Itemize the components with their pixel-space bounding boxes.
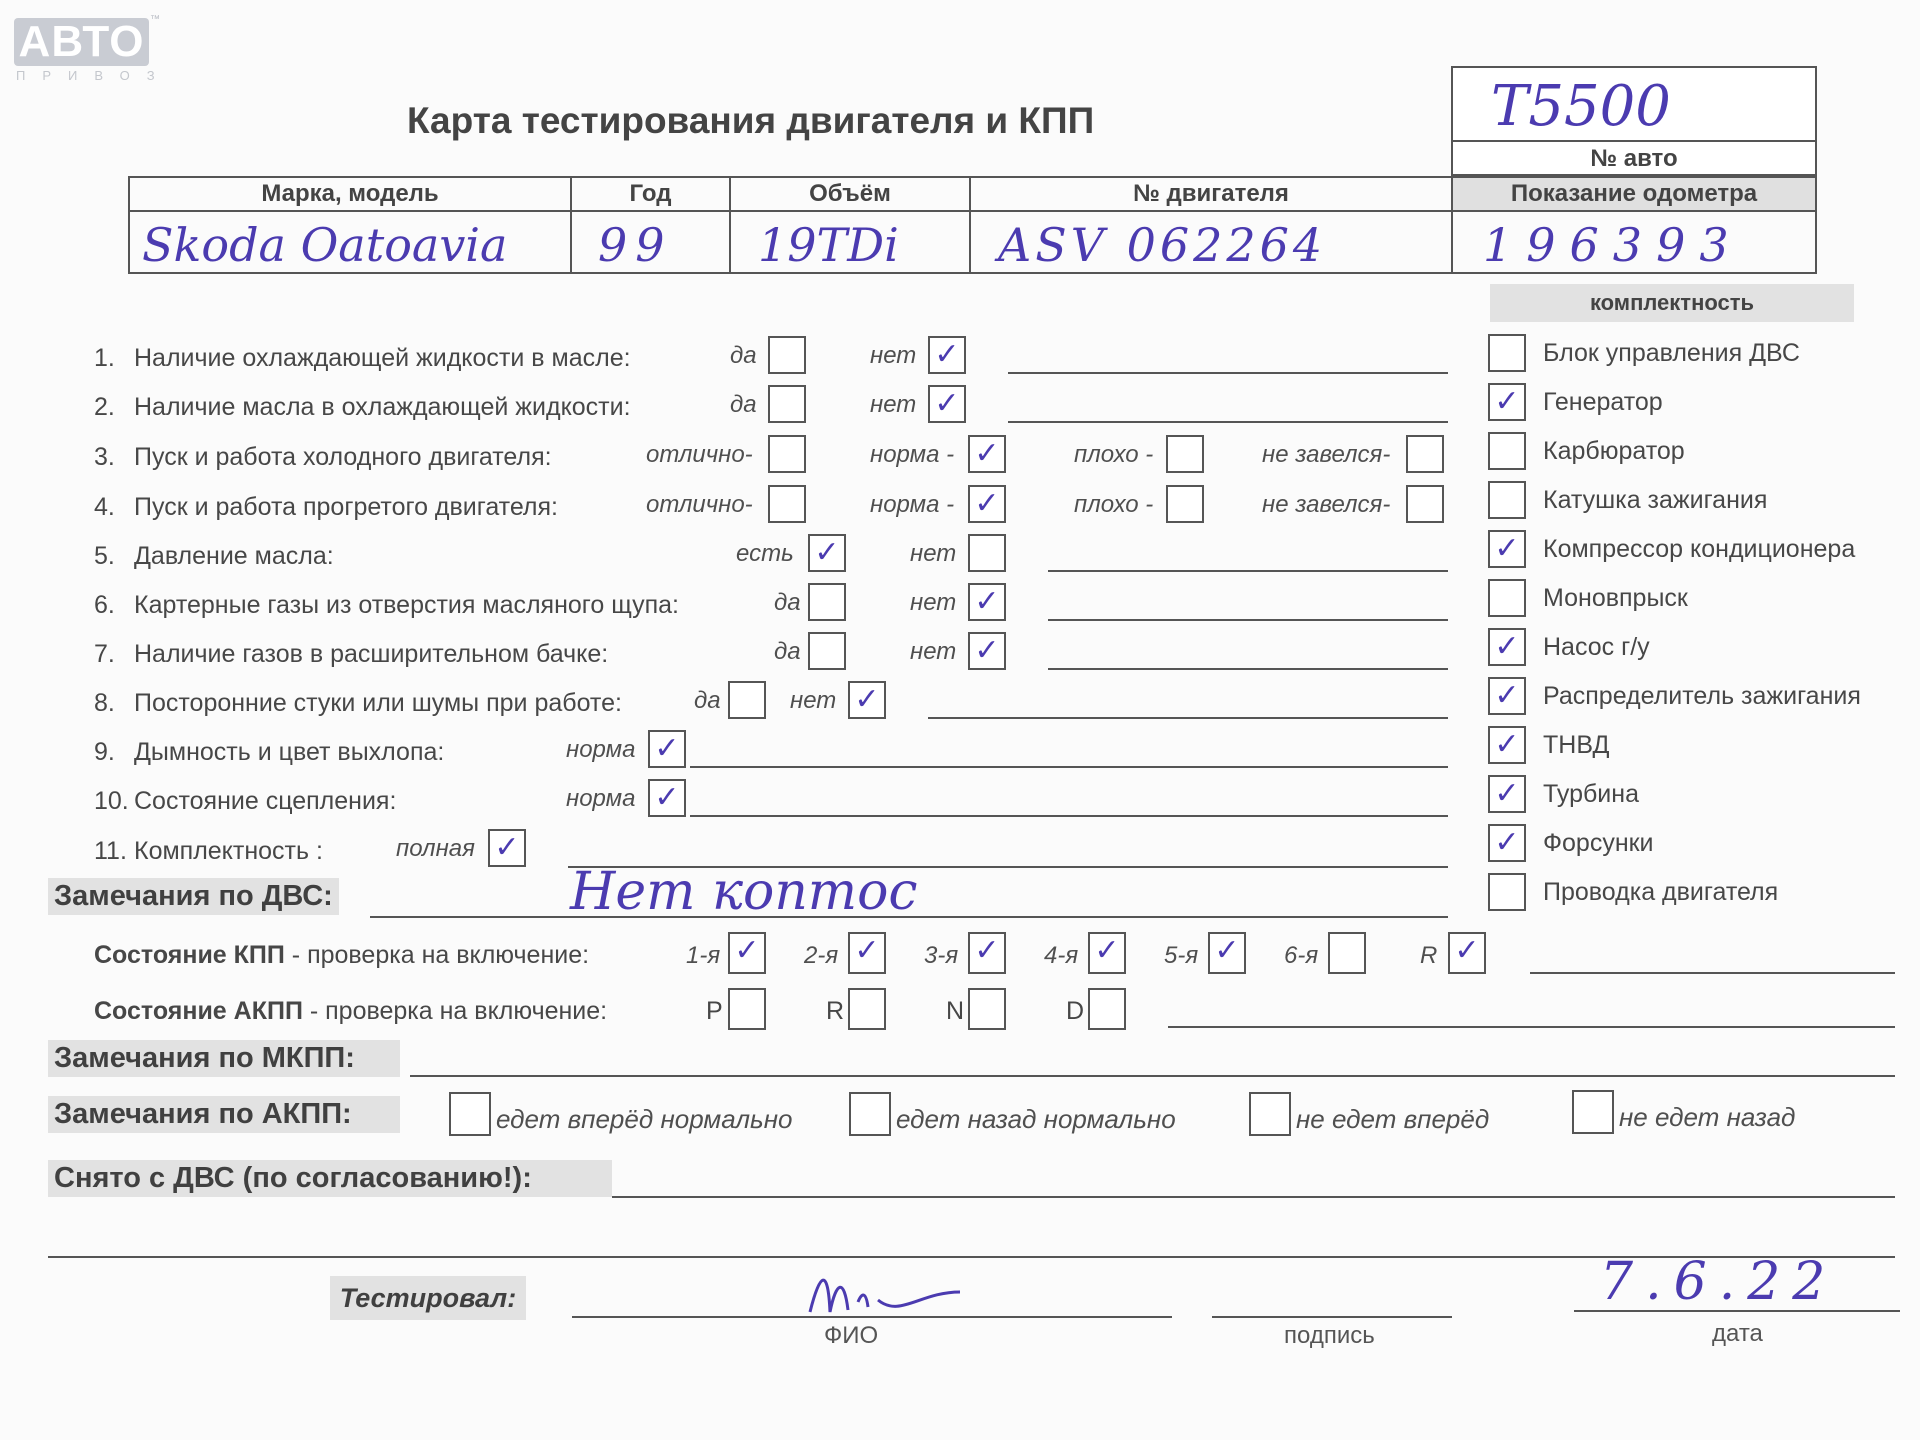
option-label: полная — [396, 835, 475, 862]
header-model: Марка, модель — [261, 180, 439, 207]
car-number-value: T5500 — [1491, 74, 1671, 139]
option-label: да — [730, 391, 757, 418]
value-model: Skoda Oatoavia — [142, 218, 508, 272]
completeness-checkbox[interactable]: ✓ — [1488, 530, 1526, 568]
notes-line — [690, 766, 1448, 768]
gear-checkbox[interactable]: ✓ — [848, 932, 886, 974]
notes-line — [1048, 570, 1448, 572]
answer-checkbox[interactable] — [768, 385, 806, 423]
gear-label: 5-я — [1164, 942, 1199, 969]
akpp-remark-label: не едет назад — [1619, 1102, 1796, 1132]
question-number: 6. — [94, 591, 115, 619]
option-label: норма — [566, 736, 636, 763]
completeness-label: Насос г/у — [1543, 633, 1650, 661]
question-text: Наличие газов в расширительном бачке: — [134, 640, 609, 668]
completeness-label: Компрессор кондиционера — [1543, 535, 1856, 563]
notes-line — [1008, 421, 1448, 423]
date-value: 7.6.22 — [1600, 1252, 1838, 1312]
akpp-gear-label: P — [706, 997, 723, 1025]
gear-label: R — [1420, 942, 1438, 969]
kpp-label-bold: Состояние КПП — [94, 941, 285, 969]
option-label: нет — [870, 391, 917, 418]
gear-checkbox[interactable]: ✓ — [968, 932, 1006, 974]
removed-label: Снято с ДВС (по согласованию!): — [48, 1160, 612, 1197]
question-text: Посторонние стуки или шумы при работе: — [134, 689, 622, 717]
signature-label: подпись — [1284, 1322, 1375, 1349]
akpp-label-bold: Состояние АКПП — [94, 997, 303, 1025]
completeness-checkbox[interactable]: ✓ — [1488, 726, 1526, 764]
kpp-label-rest: - проверка на включение: — [284, 941, 590, 969]
tester-signature — [800, 1262, 970, 1324]
completeness-checkbox[interactable] — [1488, 334, 1526, 372]
question-number: 7. — [94, 640, 115, 668]
question-text: Пуск и работа прогретого двигателя: — [134, 493, 558, 521]
completeness-label: Форсунки — [1543, 829, 1654, 857]
car-number-label: № авто — [1590, 145, 1678, 172]
value-year: 99 — [598, 218, 673, 272]
option-label: отлично- — [646, 491, 753, 518]
completeness-label: Блок управления ДВС — [1543, 339, 1800, 367]
akpp-remark-label: едет вперёд нормально — [496, 1104, 793, 1134]
gear-checkbox[interactable] — [1328, 932, 1366, 974]
completeness-checkbox[interactable]: ✓ — [1488, 677, 1526, 715]
header-odometer: Показание одометра — [1510, 180, 1758, 207]
completeness-checkbox[interactable]: ✓ — [1488, 383, 1526, 421]
completeness-label: Карбюратор — [1543, 437, 1685, 465]
question-number: 4. — [94, 493, 115, 521]
answer-checkbox[interactable]: ✓ — [648, 779, 686, 817]
completeness-label: Моновпрыск — [1543, 584, 1688, 612]
answer-checkbox[interactable]: ✓ — [648, 730, 686, 768]
completeness-checkbox[interactable]: ✓ — [1488, 824, 1526, 862]
completeness-checkbox[interactable] — [1488, 481, 1526, 519]
remarks-mkpp-label: Замечания по МКПП: — [48, 1040, 400, 1077]
option-label: да — [694, 687, 721, 714]
gear-checkbox[interactable]: ✓ — [1208, 932, 1246, 974]
akpp-gear-checkbox[interactable] — [848, 988, 886, 1030]
option-label: есть — [736, 540, 794, 567]
question-text: Дымность и цвет выхлопа: — [134, 738, 445, 766]
gear-label: 1-я — [686, 942, 721, 969]
page-title: Карта тестирования двигателя и КПП — [407, 100, 1095, 141]
answer-checkbox[interactable] — [1406, 485, 1444, 523]
value-volume: 19TDi — [758, 218, 899, 272]
option-label: плохо - — [1074, 491, 1154, 518]
answer-checkbox[interactable] — [768, 336, 806, 374]
akpp-notes-line — [1168, 1026, 1895, 1028]
question-number: 2. — [94, 393, 115, 421]
notes-line — [1048, 668, 1448, 670]
answer-checkbox[interactable]: ✓ — [968, 485, 1006, 523]
answer-checkbox[interactable] — [768, 435, 806, 473]
notes-line — [1008, 372, 1448, 374]
question-number: 11. — [94, 837, 127, 865]
akpp-remark-checkbox[interactable] — [849, 1092, 891, 1136]
answer-checkbox[interactable] — [1406, 435, 1444, 473]
question-number: 10. — [94, 787, 129, 815]
option-label: отлично- — [646, 441, 753, 468]
completeness-checkbox[interactable]: ✓ — [1488, 775, 1526, 813]
header-year: Год — [629, 180, 672, 207]
date-label: дата — [1712, 1320, 1763, 1347]
option-label: нет — [870, 342, 917, 369]
akpp-gear-checkbox[interactable] — [728, 988, 766, 1030]
option-label: норма - — [870, 491, 955, 518]
question-text: Картерные газы из отверстия масляного щупа: — [134, 591, 679, 619]
answer-checkbox[interactable]: ✓ — [968, 632, 1006, 670]
answer-checkbox[interactable]: ✓ — [808, 534, 846, 572]
akpp-remark-checkbox[interactable] — [449, 1092, 491, 1136]
option-label: нет — [790, 687, 837, 714]
completeness-label: ТНВД — [1543, 731, 1610, 759]
option-label: нет — [910, 540, 957, 567]
question-text: Пуск и работа холодного двигателя: — [134, 443, 552, 471]
answer-checkbox[interactable] — [1166, 435, 1204, 473]
answer-checkbox[interactable]: ✓ — [968, 583, 1006, 621]
question-text: Комплектность : — [134, 837, 323, 865]
answer-checkbox[interactable] — [728, 681, 766, 719]
akpp-remark-checkbox[interactable] — [1249, 1092, 1291, 1136]
header-engine-no: № двигателя — [1133, 180, 1289, 207]
remarks-akpp-label: Замечания по АКПП: — [48, 1096, 400, 1133]
logo: АВТО — [14, 18, 149, 66]
question-text: Давление масла: — [134, 542, 334, 570]
notes-line — [928, 717, 1448, 719]
option-label: плохо - — [1074, 441, 1154, 468]
question-text: Наличие масла в охлаждающей жидкости: — [134, 393, 631, 421]
question-number: 3. — [94, 443, 115, 471]
notes-line — [1048, 619, 1448, 621]
completeness-label: Проводка двигателя — [1543, 878, 1779, 906]
akpp-gear-checkbox[interactable] — [1088, 988, 1126, 1030]
completeness-checkbox[interactable]: ✓ — [1488, 628, 1526, 666]
answer-checkbox[interactable] — [808, 583, 846, 621]
logo-tm: ™ — [150, 14, 160, 25]
question-number: 9. — [94, 738, 115, 766]
akpp-remark-checkbox[interactable] — [1572, 1090, 1614, 1134]
completeness-title: комплектность — [1490, 284, 1854, 322]
answer-checkbox[interactable] — [768, 485, 806, 523]
option-label: не завелся- — [1262, 441, 1391, 468]
akpp-label-rest: - проверка на включение: — [302, 997, 608, 1025]
answer-checkbox[interactable]: ✓ — [968, 435, 1006, 473]
completeness-label: Генератор — [1543, 388, 1663, 416]
answer-checkbox[interactable] — [808, 632, 846, 670]
remarks-mkpp-line — [410, 1075, 1895, 1077]
akpp-gear-label: R — [826, 997, 845, 1025]
completeness-checkbox[interactable] — [1488, 873, 1526, 911]
header-volume: Объём — [809, 180, 891, 207]
answer-checkbox[interactable]: ✓ — [928, 385, 966, 423]
akpp-remark-label: не едет вперёд — [1296, 1104, 1490, 1134]
option-label: не завелся- — [1262, 491, 1391, 518]
gear-label: 3-я — [924, 942, 959, 969]
value-odometer: 196393 — [1483, 218, 1743, 272]
akpp-label — [94, 997, 607, 1026]
option-label: норма — [566, 785, 636, 812]
question-text: Состояние сцепления: — [134, 787, 397, 815]
fio-label: ФИО — [824, 1322, 879, 1349]
info-table — [128, 176, 1817, 274]
option-label: да — [730, 342, 757, 369]
logo-subtitle: ПРИВОЗ — [16, 68, 172, 83]
gear-checkbox[interactable]: ✓ — [1448, 932, 1486, 974]
removed-line — [612, 1196, 1895, 1198]
kpp-notes-line — [1530, 972, 1895, 974]
option-label: нет — [910, 638, 957, 665]
gear-label: 2-я — [804, 942, 839, 969]
akpp-remark-label: едет назад нормально — [896, 1104, 1176, 1134]
remarks-dvs-value: Нет коптос — [570, 862, 918, 922]
completeness-checkbox[interactable] — [1488, 579, 1526, 617]
question-number: 1. — [94, 344, 115, 372]
gear-checkbox[interactable]: ✓ — [728, 932, 766, 974]
answer-checkbox[interactable]: ✓ — [928, 336, 966, 374]
question-number: 8. — [94, 689, 115, 717]
remarks-dvs-label: Замечания по ДВС: — [48, 878, 339, 915]
kpp-label — [94, 941, 589, 970]
gear-checkbox[interactable]: ✓ — [1088, 932, 1126, 974]
akpp-gear-label: N — [946, 997, 965, 1025]
answer-checkbox[interactable]: ✓ — [488, 829, 526, 867]
completeness-checkbox[interactable] — [1488, 432, 1526, 470]
answer-checkbox[interactable]: ✓ — [848, 681, 886, 719]
answer-checkbox[interactable] — [968, 534, 1006, 572]
akpp-gear-checkbox[interactable] — [968, 988, 1006, 1030]
answer-checkbox[interactable] — [1166, 485, 1204, 523]
completeness-label: Турбина — [1543, 780, 1639, 808]
option-label: да — [774, 589, 801, 616]
notes-line — [690, 815, 1448, 817]
car-number-box — [1451, 66, 1817, 176]
option-label: нет — [910, 589, 957, 616]
option-label: норма - — [870, 441, 955, 468]
akpp-gear-label: D — [1066, 997, 1085, 1025]
signature-line — [1212, 1316, 1452, 1318]
gear-label: 6-я — [1284, 942, 1319, 969]
completeness-label: Распределитель зажигания — [1543, 682, 1861, 710]
question-text: Наличие охлаждающей жидкости в масле: — [134, 344, 631, 372]
tested-label: Тестировал: — [330, 1276, 526, 1320]
option-label: да — [774, 638, 801, 665]
value-engine-no: ASV 062264 — [998, 218, 1327, 272]
completeness-label: Катушка зажигания — [1543, 486, 1768, 514]
question-number: 5. — [94, 542, 115, 570]
gear-label: 4-я — [1044, 942, 1079, 969]
